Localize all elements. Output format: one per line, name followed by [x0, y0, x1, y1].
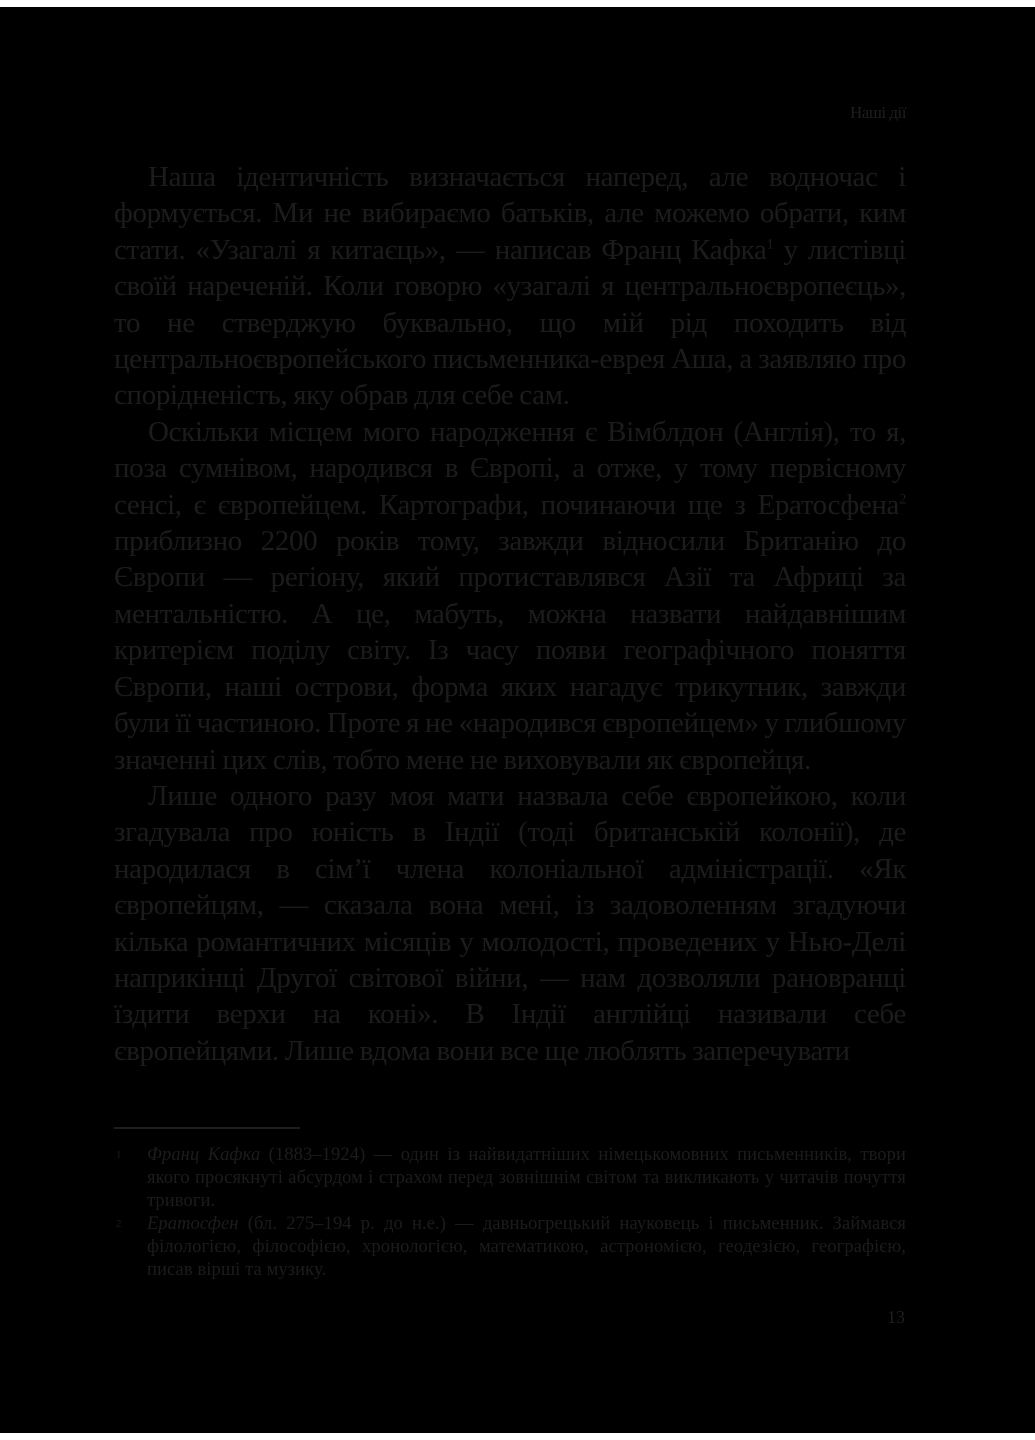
footnote-text: (1883–1924) — один із найвидатніших німецькомовних письменників, твори якого просякнуті абсурдом і страхом перед зовнішнім світом та викликають у читачів почуття тривоги. — [147, 1145, 906, 1211]
paragraph-3 — [114, 778, 906, 1069]
footnote-1 — [114, 1144, 906, 1213]
paragraph-1 — [114, 159, 906, 414]
footnote-ref-2: 2 — [899, 491, 906, 507]
footnote-number: 1 — [116, 1149, 122, 1161]
footnote-term: Ератосфен — [147, 1214, 239, 1234]
book-page — [0, 7, 1035, 1433]
footnote-number: 2 — [116, 1218, 122, 1230]
main-text — [114, 159, 906, 1069]
paragraph-text: Оскільки місцем мого народження є Вімблдон (Англія), то я, поза сумнівом, народився в Європі, а отже, у тому первісному сенсі, є європейцем. Картографи, починаючи ще з Ератосфена — [114, 415, 906, 521]
footnote-divider — [114, 1127, 300, 1129]
paragraph-text: Лише одного разу моя мати назвала себе європейкою, коли згадувала про юність в Індії (тоді британській колонії), де народилася в сім’ї члена колоніальної адміністрації. «Як європейцям, — сказала вона мені, із задоволенням згадуючи кілька романтичних місяців у молодості, проведених у Нью-Делі наприкінці Другої світової війни, — нам дозволяли рановранці їздити верхи на коні». В Індії англійці називали себе європейцями. Лише вдома вони все ще люблять заперечувати — [114, 779, 906, 1067]
footnote-text: (бл. 275–194 р. до н.е.) — давньогрецький науковець і письменник. Займався філологією, філософією, хронологією, математикою, астрономією, геодезією, географією, писав вірші та музику. — [147, 1214, 906, 1280]
footnote-ref-1: 1 — [766, 236, 774, 253]
paragraph-2 — [114, 414, 906, 778]
footnotes — [114, 1144, 906, 1282]
running-head: Наші дії — [850, 103, 906, 122]
paragraph-text: приблизно 2200 років тому, завжди відносили Британію до Європи — регіону, який протиставлявся Азії та Африці за ментальністю. А це, мабуть, можна назвати найдавнішим критерієм поділу світу. Із часу появи географічного поняття Європи, наші острови, форма яких нагадує трикутник, завжди були її частиною. Проте я не «народився європейцем» у глибшому значенні цих слів, тобто мене не виховували як європейця. — [114, 525, 906, 776]
page-number: 13 — [887, 1307, 905, 1327]
footnote-term: Франц Кафка — [147, 1145, 261, 1165]
footnote-2 — [114, 1213, 906, 1282]
paragraph-text: Наша ідентичність визначається наперед, але водночас і формується. Ми не вибираємо батьків, але можемо обрати, ким стати. «Узагалі я китаєць», — написав Франц Кафка — [114, 161, 906, 266]
paragraph-text: у листівці своїй нареченій. Коли говорю «узагалі я центральноєвропеєць», то не стверджую буквально, що мій рід походить від центральноєвропейського письменника-еврея Аша, а заявляю про спорідненість, яку обрав для себе сам. — [114, 233, 906, 412]
